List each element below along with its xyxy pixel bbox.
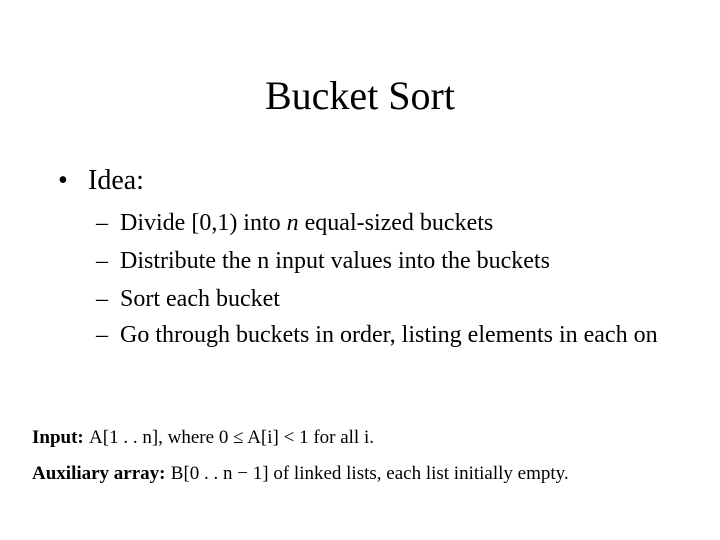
slide-title: Bucket Sort bbox=[265, 73, 455, 118]
input-label: Input: bbox=[32, 427, 84, 448]
auxiliary-text: B[0 . . n − 1] of linked lists, each list initially empty. bbox=[170, 463, 569, 484]
sub-bullet-text: Sort each bucket bbox=[120, 286, 280, 312]
sub-bullet-item bbox=[96, 280, 696, 318]
sub-bullet-list bbox=[96, 204, 696, 352]
sub-bullet-item bbox=[96, 204, 696, 242]
dash-marker: – bbox=[96, 286, 108, 312]
dash-marker: – bbox=[96, 322, 108, 348]
sub-bullet-text: Go through buckets in order, listing elements in each on bbox=[120, 322, 658, 348]
input-text: A[1 . . n], where 0 ≤ A[i] < 1 for all i. bbox=[89, 427, 374, 448]
bullet-marker: • bbox=[58, 165, 68, 196]
bullet-text: Idea: bbox=[88, 165, 144, 196]
input-definition bbox=[32, 426, 374, 450]
bullet-idea bbox=[58, 164, 144, 198]
sub-bullet-text: equal-sized buckets bbox=[298, 210, 494, 236]
auxiliary-array-definition bbox=[32, 462, 569, 486]
dash-marker: – bbox=[96, 210, 108, 236]
sub-bullet-text: Divide [0,1) into bbox=[120, 210, 287, 236]
sub-bullet-text: Distribute the n input values into the buckets bbox=[120, 248, 550, 274]
sub-bullet-item bbox=[96, 318, 696, 352]
sub-bullet-italic: n bbox=[286, 210, 299, 236]
auxiliary-label: Auxiliary array: bbox=[32, 463, 166, 484]
sub-bullet-item bbox=[96, 242, 696, 280]
dash-marker: – bbox=[96, 248, 108, 274]
